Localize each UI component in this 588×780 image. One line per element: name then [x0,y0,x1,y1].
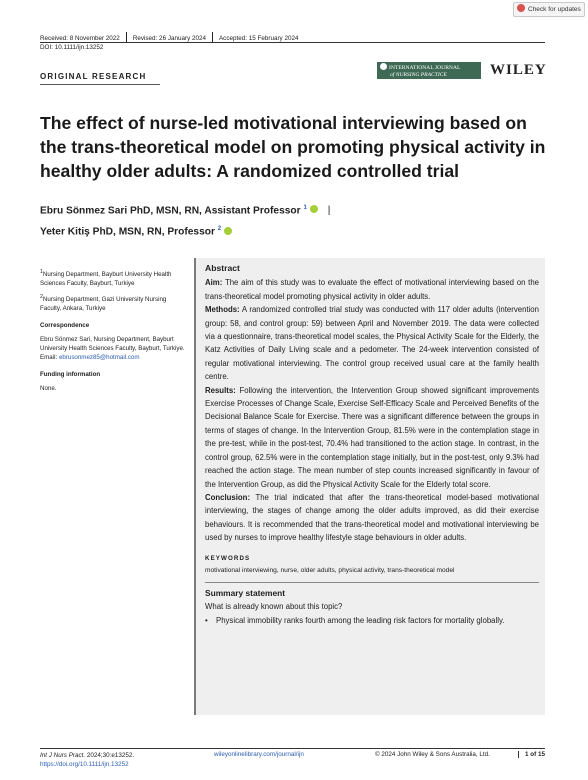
article-title: The effect of nurse-led motivational interviewing based on the trans-theoretical model on promoting physical activity in healthy older adults: A randomized controlled trial [40,113,546,181]
summary-question: What is already known about this topic? [205,602,343,612]
correspondence-text: Ebru Sönmez Sari, Nursing Department, Bayburt University Health Sciences Faculty, Bayburt, Turkiye. [40,336,185,353]
check-for-updates-label: Check for updates [528,6,581,13]
abstract-aim [205,276,539,303]
conclusion-label: Conclusion: [205,492,251,502]
footer-volume: 2024;30:e13252. [85,752,135,759]
keywords-text: motivational interviewing, nurse, older adults, physical activity, trans-theoretical model [205,566,455,574]
affiliation-text: Nursing Department, Bayburt University Health Sciences Faculty, Bayburt, Turkiye [40,271,172,288]
abstract-methods [205,303,539,383]
results-text: Following the intervention, the Intervention Group showed significant improvements Exercise Processes of Change Scale, Exercise Self-Efficacy Scale and Perceived Benefits of the Decisional Balance Scale for Exercise. There was a significant difference between the groups in terms of stages of change. In the Intervention Group, 81.5% were in the contemplation stage in the pre-test, while in the post-test, 70.4% had transitioned to the action stage. In contrast, in the control group, 62.5% were in the contemplation stage initially, but in the post-test, only 9.3% had reached the action stage. The mean number of step counts increased significantly in favour of the Intervention Group, as did the Physical Activity Scale for the Elderly total score. [205,385,540,489]
author-name: Yeter Kitiş PhD, MSN, RN, Professor [40,226,215,238]
doi: DOI: 10.1111/ijn.13252 [40,44,104,51]
keywords-heading: KEYWORDS [205,554,251,562]
aim-text: The aim of this study was to evaluate the effect of motivational interviewing based on the trans-theoretical model promoting physical activity in older adults. [205,278,539,301]
footer-rule [40,748,545,749]
footer-site-link[interactable]: wileyonlinelibrary.com/journal/ijn [214,751,304,758]
conclusion-text: The trial indicated that after the trans-theoretical model-based motivational interviewing, the stages of change among the older adults improved, as did their exercise behaviours. It is recommended that the trans-theoretical model and motivational interviewing be used by nurses to improve healthy lifestyle stage behaviours in older adults. [205,492,539,543]
author-2 [40,220,540,241]
header-rule [40,42,545,43]
footer-copyright: © 2024 John Wiley & Sons Australia, Ltd. [375,751,490,758]
funding-heading: Funding information [40,371,101,379]
aim-label: Aim: [205,278,223,288]
journal-logo [377,62,481,79]
orcid-icon[interactable] [310,205,318,213]
summary-bullet: • Physical immobility ranks fourth among the leading risk factors for mortality globally. [205,614,539,627]
affiliation-1 [40,268,186,288]
footer-site [214,751,304,758]
abstract-heading: Abstract [205,263,240,273]
journal-logo-line2: of NURSING PRACTICE [390,72,447,78]
article-dates [40,32,298,42]
correspondence-heading: Correspondence [40,322,90,330]
footer-citation [40,751,134,769]
accepted-date: Accepted: 15 February 2024 [218,35,299,42]
journal-logo-icon [380,63,387,70]
check-updates-icon [517,4,525,12]
page-number: 1 of 15 [518,751,545,758]
affiliation-2 [40,293,186,313]
received-date: Received: 8 November 2022 [40,35,120,42]
check-for-updates-button[interactable] [513,2,585,17]
author-affiliation-marker: 2 [217,226,222,233]
methods-text: A randomized controlled trial study was conducted with 117 older adults (intervention group: 58, and control group: 59) between April and November 2019. The data were collected via a questionnaire, trans-theoretical model scales, the Physical Activity Scale for the Elderly, the Katz Activities of Daily Living scale and a pedometer. The 24-week intervention consisted of regular motivational interviewing. The control group received usual care at the family health centre. [205,305,539,382]
email-label: Email: [40,354,58,362]
authors [40,199,540,242]
abstract-panel-border [194,258,196,715]
funding-text: None. [40,385,57,393]
revised-date: Revised: 26 January 2024 [132,35,206,42]
journal-logo-line1: INTERNATIONAL JOURNAL [389,65,461,71]
correspondence-block [40,335,186,362]
author-name: Ebru Sönmez Sari PhD, MSN, RN, Assistant Professor [40,205,301,217]
footer-doi-link[interactable]: https://doi.org/10.1111/ijn.13252 [40,761,129,768]
section-rule [40,84,160,85]
results-label: Results: [205,385,236,395]
affiliation-number: 1 [40,269,43,275]
author-1 [40,199,540,220]
date-divider [212,32,213,42]
publisher-logo: WILEY [490,62,547,78]
orcid-icon[interactable] [224,227,232,235]
summary-heading: Summary statement [205,587,286,598]
abstract [205,262,539,627]
affiliation-text: Nursing Department, Gazi University Nursing Faculty, Ankara, Turkiye [40,296,167,313]
author-affiliation-marker: 1 [303,205,307,211]
affiliation-number: 2 [40,294,43,301]
footer-journal: Int J Nurs Pract. [40,752,86,759]
abstract-conclusion [205,491,539,545]
methods-label: Methods: [205,305,240,315]
sidebar [40,268,186,398]
abstract-results [205,384,539,491]
author-divider: | [327,205,331,217]
summary-rule [205,582,539,583]
section-label: ORIGINAL RESEARCH [40,72,147,81]
email-link[interactable]: ebrusonmez85@hotmail.com [58,354,140,362]
date-divider [126,32,127,42]
